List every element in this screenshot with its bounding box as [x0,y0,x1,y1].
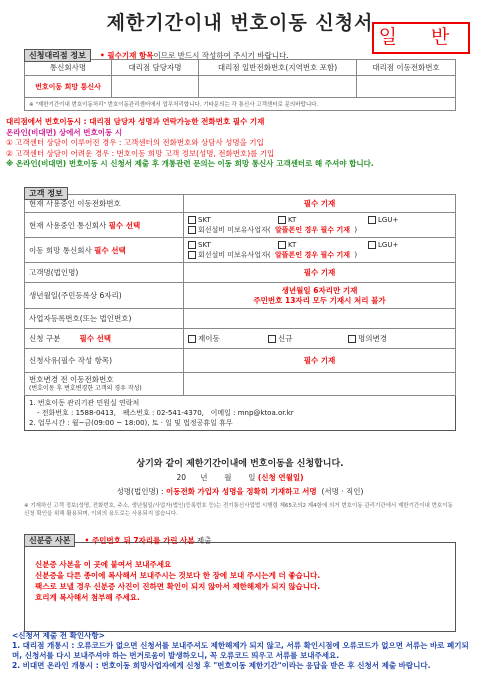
checklist-item-1: 1. 대리점 개통시 : 오류코드가 없으면 신청서를 보내주셔도 제한해제가 되지 않고, 서류 확인시점에 오류코드가 없으면 서류는 바로 폐기되며, 신청서를 다시 보내주셔야 하는 번거로움이 발생하오니, 꼭 오류코드 띄우고 서류를 보내주세요. [12,641,469,660]
checkbox[interactable] [188,226,196,234]
id-line-4: 흐리게 복사해서 첨부해 주세요. [35,593,140,602]
row-customer-name-label: 고객명(법인명) [25,263,184,283]
instruction-store: 대리점에서 번호이동시 : 대리점 담당자 성명과 연락가능한 전화번호 필수 기재 [6,117,265,126]
customer-name-hint: 필수 기재 [303,268,336,277]
id-line-3: 팩스로 보낼 경우 신분증 사진이 진하면 확인이 되지 않아서 제한해제가 되지 않습니다. [35,582,321,591]
general-stamp: 일 반 [372,22,470,54]
opt-lgu[interactable]: LGU+ [368,216,398,224]
row-current-carrier [25,213,184,238]
checkbox[interactable] [368,241,376,249]
checklist-heading: <신청서 제출 전 확인사항> [12,631,105,640]
opt-mvno[interactable]: 회선설비 미보유사업자( 알뜰폰인 경우 필수 기재 ) [188,226,357,234]
checkbox[interactable] [348,335,356,343]
store-info-tag: 신청대리점 정보 [24,49,91,62]
store-phone-input[interactable] [199,76,357,98]
opt-skt[interactable]: SKT [188,215,278,225]
col-store-mobile: 대리점 이동전화번호 [357,60,456,76]
opt-new[interactable]: 신규 [268,333,348,344]
row-target-carrier [25,238,184,263]
reason-hint: 필수 기재 [303,356,336,365]
row-prev-number [25,373,184,396]
instruction-online-2: ② 고객센터 상담이 어려운 경우 : 번호이동 희망 고객 정보(성명, 전화번호)를 기입 [6,148,275,158]
row-current-number-label: 현재 사용중인 이동전화번호 [25,195,184,213]
opt-lgu[interactable]: LGU+ [368,241,398,249]
current-number-input[interactable] [184,195,456,213]
checkbox[interactable] [188,251,196,259]
id-copy-tag: 신분증 사본 [24,534,75,547]
col-store-phone: 대리점 일반전화번호(지역번호 포함) [199,60,357,76]
prev-number-sub: (번호이동 후 번호변경한 고객의 경우 작성) [29,385,142,392]
current-number-hint: 필수 기재 [303,199,336,208]
birth-warning: 주민번호 13자리 모두 기재시 처리 불가 [253,295,386,305]
apply-sign[interactable]: 성명(법인명) : 이동전화 가입자 성명을 정확히 기재하고 서명 (서명 · 직인) [116,487,364,496]
checkbox[interactable] [368,216,376,224]
apply-statement [24,456,456,497]
current-carrier-options [184,213,456,238]
customer-tag: 고객 정보 [24,187,68,200]
opt-kt[interactable]: KT [278,215,368,225]
row-apply-type [25,329,184,349]
carrier-hint: 번호이동 희망 통신사 [35,82,101,91]
store-info-section [24,43,456,111]
checkbox[interactable] [268,335,276,343]
prev-number-input[interactable] [184,373,456,396]
checkbox[interactable] [188,216,196,224]
store-footnote: ※ "제한기간이내 번호이동처리" 번호이동관리센터에서 업무처리합니다. 기타문의는 각 통신사 고객센터로 문의바랍니다. [25,98,456,111]
instruction-online-note: ※ 온라인(비대면) 번호이동 시 신청서 제출 후 개통관련 문의는 이동 희망 통신사 고객센터로 해 주셔야 합니다. [6,159,374,168]
opt-mvno[interactable]: 회선설비 미보유사업자( 알뜰폰인 경우 필수 기재 ) [188,251,357,259]
opt-reswitch[interactable]: 재이동 [188,333,268,344]
manager-input[interactable] [112,76,199,98]
target-carrier-label: 이동 희망 통신회사 [29,245,92,255]
apply-type-req: 필수 선택 [79,334,112,343]
current-carrier-label: 현재 사용중인 통신회사 [29,220,107,230]
id-line-2: 신분증을 다른 종이에 복사해서 보내주시는 것보다 한 장에 보내 주시는게 더 좋습니다. [35,571,321,580]
customer-name-input[interactable] [184,263,456,283]
store-info-table [24,59,456,111]
apply-line: 상기와 같이 제한기간이내에 번호이동을 신청합니다. [136,459,344,469]
col-carrier: 통신회사명 [25,60,112,76]
current-carrier-req: 필수 선택 [108,220,141,230]
contact-line1: 1. 번호이동 관리기관 민원실 연락처 [29,399,140,407]
contact-line2: - 전화번호 : 1588-0413, 팩스번호 : 02-541-4370, 이메일 : mnp@ktoa.or.kr [37,409,294,417]
id-paste-area[interactable] [24,542,456,632]
id-copy-section: 신분증 사본 • 주민번호 뒤 7자리를 가린 사본 제출 신분증 사본을 이 곳에 붙여서 보내주세요 신분증을 다른 종이에 복사해서 보내주시는 것보다 한 장에 보내 주시는게 더 좋습니다. 팩스로 보낼 경우 신분증 사진이 진하면 확인이 되지 않아서 제한해제가 되지 않습니다. 흐리게 복사해서 첨부해 주세요. [24,528,456,632]
apply-type-options [184,329,456,349]
checklist-item-2: 2. 비대면 온라인 개통시 : 번호이동 희망사업자에게 신청 후 "번호이동 제한기간"이라는 응답을 받은 후 신청서 제출 바랍니다. [12,661,431,670]
checkbox[interactable] [278,216,286,224]
apply-date[interactable]: 20 년 월 일 (신청 연월일) [176,473,304,482]
row-biz-number-label: 사업자등록번호(또는 법인번호) [25,309,184,329]
contact-line3: 2. 업무시간 : 월~금(09:00 ~ 18:00), 토 · 일 및 법정공휴일 휴무 [29,419,233,427]
opt-skt[interactable]: SKT [188,240,278,250]
apply-type-label: 신청 구분 [29,334,61,343]
instruction-online-1: ① 고객센터 상담이 이루어진 경우 : 고객센터의 전화번호와 상담사 성명을 기입 [6,138,264,147]
carrier-hint-cell[interactable] [25,76,112,98]
instruction-online: 온라인(비대면) 상에서 번호이동 시 [6,127,123,137]
checklist [12,631,472,671]
row-birth-label: 생년월일(주민등록상 6자리) [25,283,184,309]
col-manager: 대리점 담당자명 [112,60,199,76]
id-copy-hint: 주민번호 뒤 7자리를 가린 사본 [91,536,195,545]
privacy-note: ※ 기재하신 고객 정보(성명, 전화번호, 주소, 생년월일/사업자(법인)등록번호 등)는 전기통신사업법 시행령 제65조의2 제4항에 의거 번호이동 관리기관에서 제한기간이내 번호이동 신청 확인을 위해 활용되며, 이외의 용도로는 사용되지 않습니다. [24,503,453,517]
target-carrier-req: 필수 선택 [94,245,126,255]
opt-kt[interactable]: KT [278,240,368,250]
biz-number-input[interactable] [184,309,456,329]
opt-name-change[interactable]: 명의변경 [348,334,387,343]
prev-number-label: 번호변경 전 이동전화번호 [29,375,114,384]
store-mobile-input[interactable] [357,76,456,98]
customer-table [24,194,456,396]
birth-input[interactable] [184,283,456,309]
notice-required: 필수기재 항목 [107,51,154,60]
instructions [6,117,476,170]
customer-section [24,181,456,431]
notice-suffix: 이므로 반드시 작성하여 주시기 바랍니다. [153,51,289,60]
birth-hint: 생년월일 6자리만 기재 [281,285,358,295]
reason-input[interactable] [184,349,456,373]
id-line-1: 신분증 사본을 이 곳에 붙여서 보내주세요 [35,560,172,569]
contact-box [24,396,456,431]
notice-bullet: • [99,51,108,60]
checkbox[interactable] [188,241,196,249]
target-carrier-options [184,238,456,263]
checkbox[interactable] [278,241,286,249]
checkbox[interactable] [188,335,196,343]
page-title: 제한기간이내 번호이동 신청서 [106,12,374,34]
row-reason-label: 신청사유(필수 작성 항목) [25,349,184,373]
